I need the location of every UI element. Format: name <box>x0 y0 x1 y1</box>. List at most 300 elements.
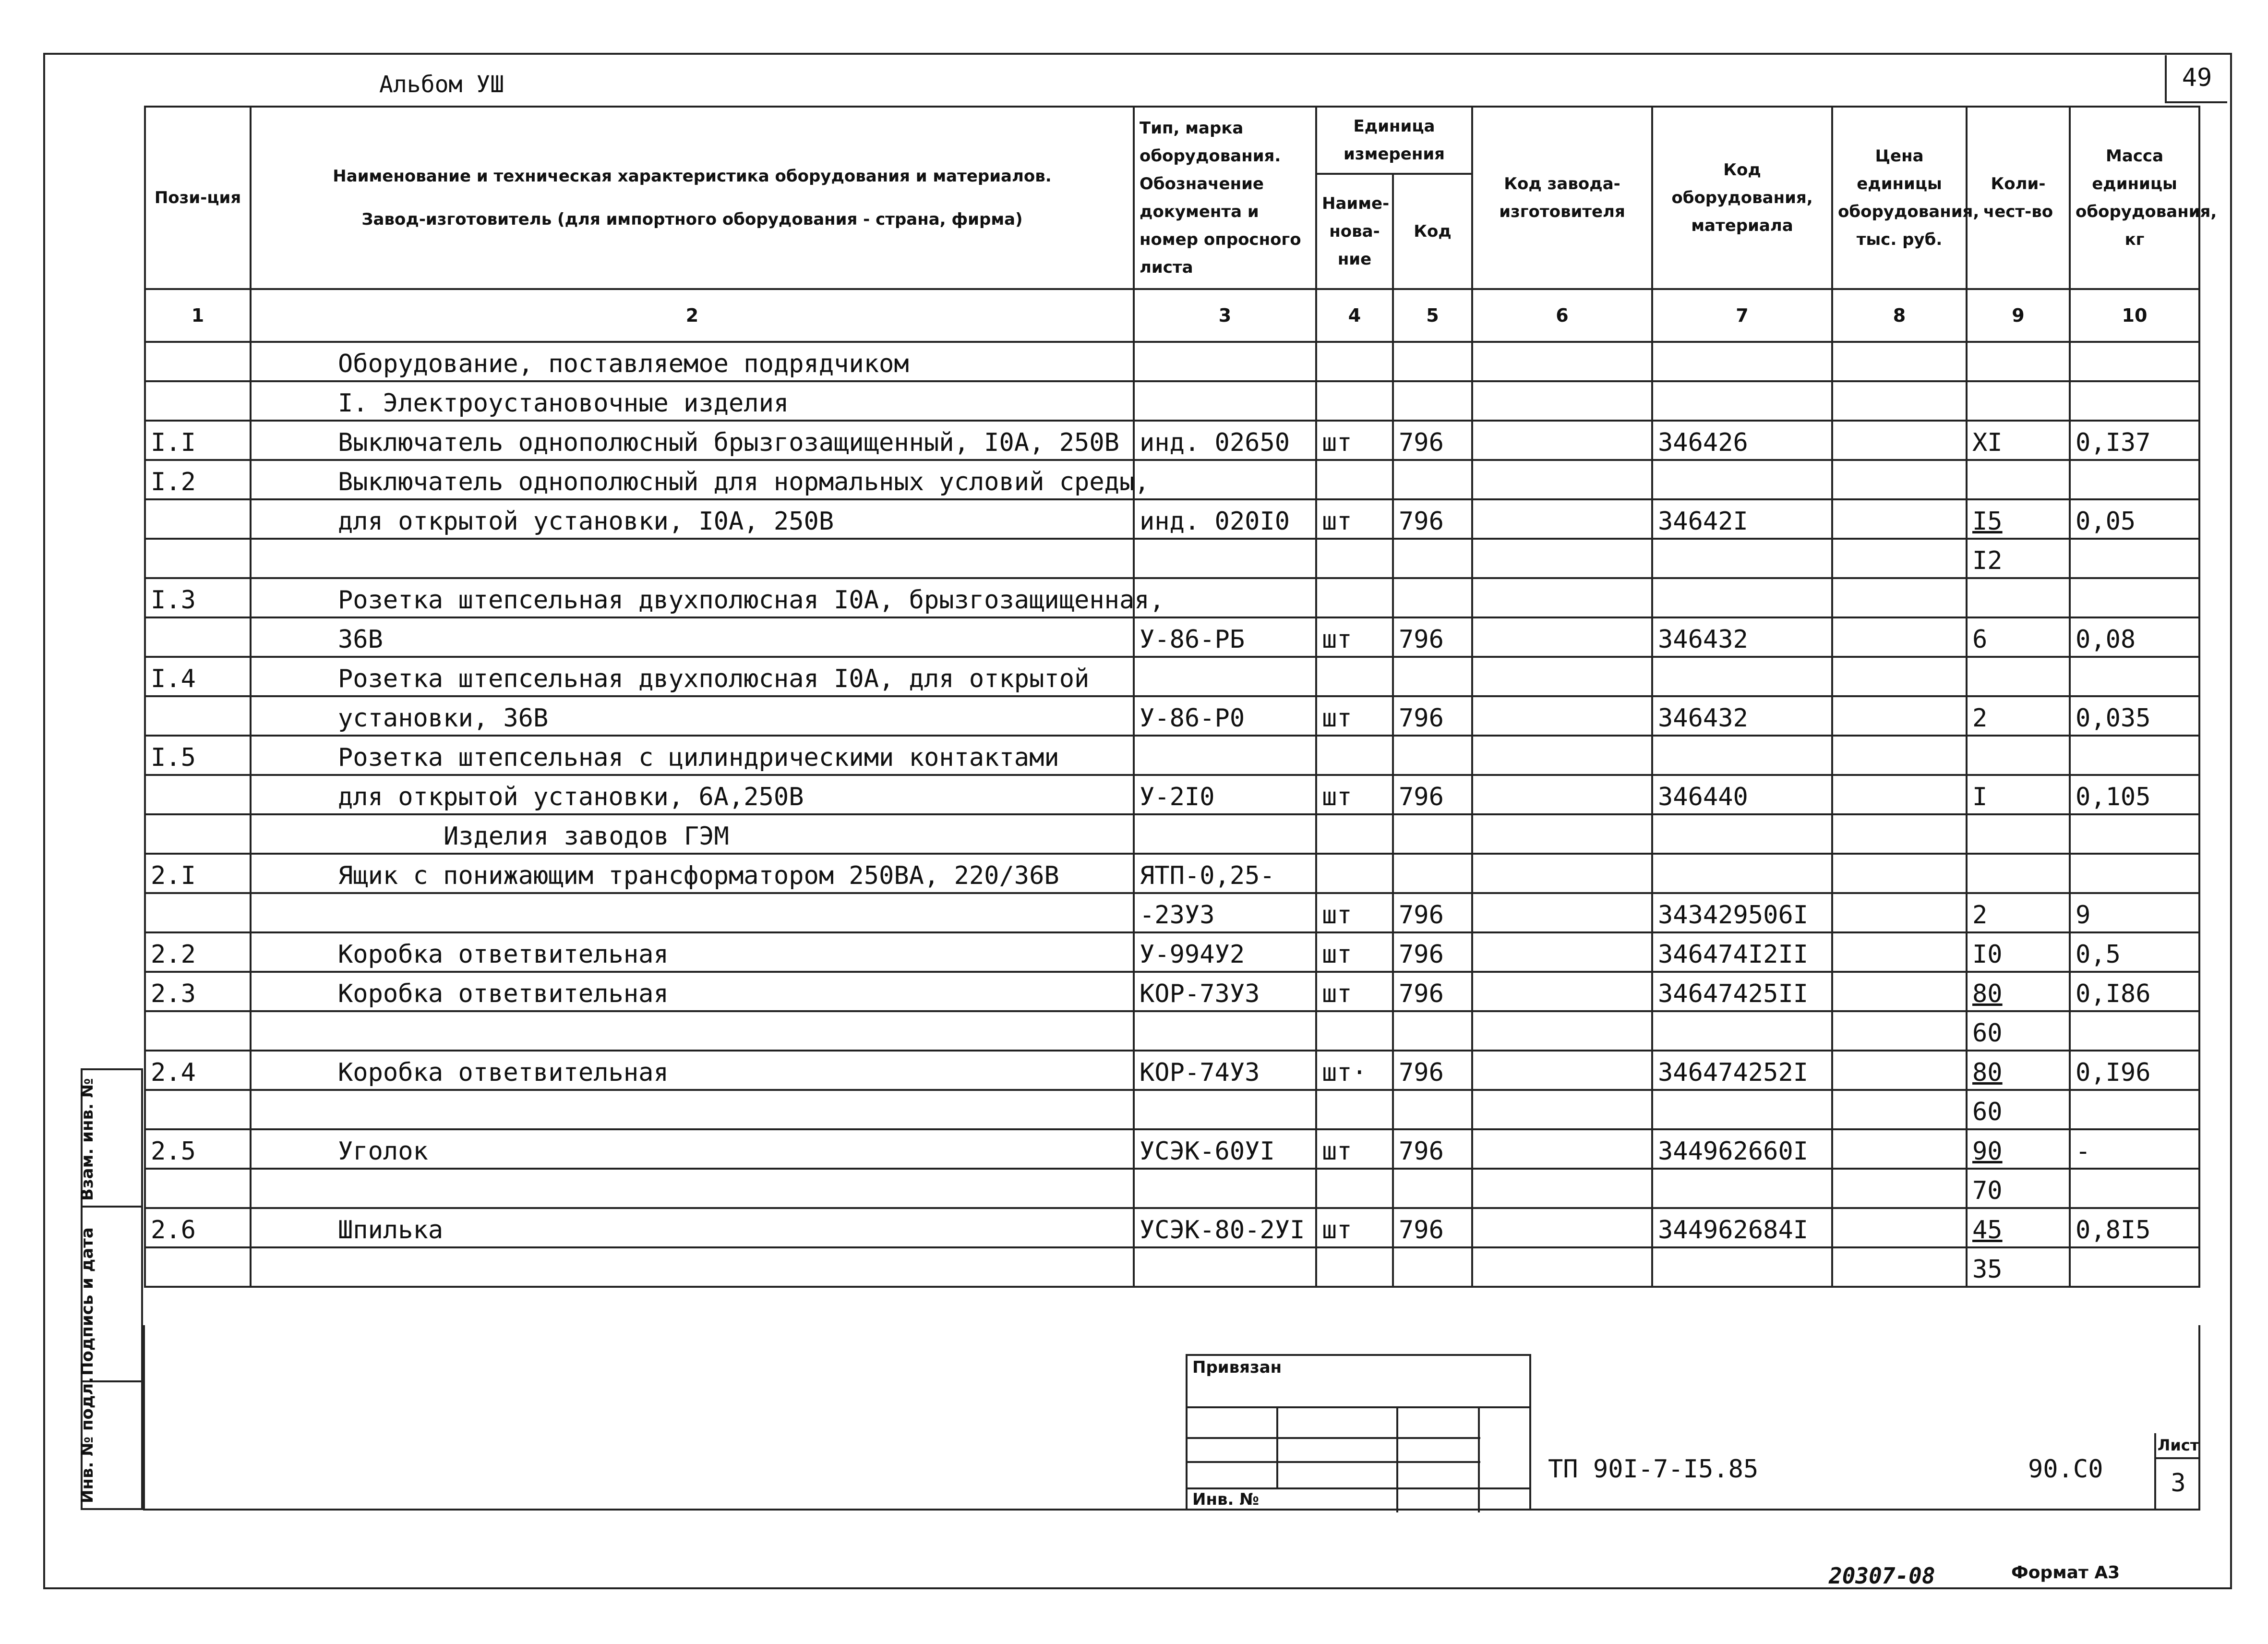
name-cell: 36B <box>251 617 1134 657</box>
header-name <box>251 107 1134 289</box>
factory-code-cell <box>1472 1247 1652 1287</box>
mass-cell: 0,5 <box>2070 932 2199 972</box>
table-row <box>145 1247 2199 1287</box>
price-cell <box>1832 342 1967 381</box>
unit-code-cell: 796 <box>1393 1051 1472 1090</box>
position-cell: 2.4 <box>145 1051 251 1090</box>
unit-name-cell: шт <box>1316 893 1393 932</box>
page-number: 49 <box>2182 63 2212 92</box>
equipment-code-cell: 346432 <box>1652 617 1832 657</box>
position-cell: I.5 <box>145 736 251 775</box>
name-cell <box>251 539 1134 578</box>
quantity-cell: I2 <box>1967 539 2070 578</box>
unit-code-cell: 796 <box>1393 617 1472 657</box>
equipment-code-cell: 34647425II <box>1652 972 1832 1011</box>
quantity-cell: 2 <box>1967 696 2070 736</box>
factory-code-cell <box>1472 696 1652 736</box>
position-cell <box>145 814 251 854</box>
type-cell <box>1134 1247 1316 1287</box>
unit-name-cell <box>1316 539 1393 578</box>
quantity-cell <box>1967 854 2070 893</box>
quantity-cell: 60 <box>1967 1011 2070 1051</box>
equipment-code-cell <box>1652 539 1832 578</box>
unit-code-cell: 796 <box>1393 775 1472 814</box>
price-cell <box>1832 578 1967 617</box>
price-cell <box>1832 893 1967 932</box>
quantity-cell: 6 <box>1967 617 2070 657</box>
position-cell: 2.6 <box>145 1208 251 1247</box>
price-cell <box>1832 1247 1967 1287</box>
side-stamp-inv-podl <box>78 1377 143 1510</box>
name-cell: Изделия заводов ГЭМ <box>251 814 1134 854</box>
quantity-cell: 80 <box>1967 1051 2070 1090</box>
equipment-code-cell <box>1652 460 1832 499</box>
name-cell <box>251 1011 1134 1051</box>
equipment-code-cell <box>1652 854 1832 893</box>
mass-cell: 0,8I5 <box>2070 1208 2199 1247</box>
unit-code-cell <box>1393 814 1472 854</box>
quantity-cell <box>1967 342 2070 381</box>
quantity-cell: I5 <box>1967 499 2070 539</box>
equipment-code-cell <box>1652 578 1832 617</box>
unit-name-cell: шт <box>1316 617 1393 657</box>
factory-code-cell <box>1472 1051 1652 1090</box>
unit-code-cell: 796 <box>1393 499 1472 539</box>
unit-name-cell <box>1316 814 1393 854</box>
type-cell: У-994У2 <box>1134 932 1316 972</box>
column-numbers-row <box>145 289 2199 342</box>
equipment-code-cell: 344962660I <box>1652 1129 1832 1169</box>
header-name-line1: Наименование и техническая характеристика оборудования и материалов. <box>333 167 1052 186</box>
name-cell: Розетка штепсельная двухполюсная I0A, брызгозащищенная, <box>251 578 1134 617</box>
position-cell: I.4 <box>145 657 251 696</box>
type-cell: инд. 02650 <box>1134 421 1316 460</box>
name-cell: Коробка ответвительная <box>251 972 1134 1011</box>
factory-code-cell <box>1472 460 1652 499</box>
factory-code-cell <box>1472 1090 1652 1129</box>
quantity-cell <box>1967 814 2070 854</box>
table-row <box>145 972 2199 1011</box>
equipment-code-cell: 344962684I <box>1652 1208 1832 1247</box>
side-label-inv-podl: Инв. № подл. <box>78 1377 97 1503</box>
factory-code-cell <box>1472 657 1652 696</box>
unit-code-cell: 796 <box>1393 1129 1472 1169</box>
header-unit: Единица измерения <box>1316 107 1472 174</box>
privyazan-grid <box>1188 1406 1529 1512</box>
position-cell: 2.2 <box>145 932 251 972</box>
equipment-code-cell: 34642I <box>1652 499 1832 539</box>
factory-code-cell <box>1472 617 1652 657</box>
unit-code-cell <box>1393 1169 1472 1208</box>
header-name-line2: Завод-изготовитель (для импортного оборудования - страна, фирма) <box>361 210 1023 229</box>
equipment-code-cell: 343429506I <box>1652 893 1832 932</box>
unit-code-cell <box>1393 1247 1472 1287</box>
type-cell <box>1134 1090 1316 1129</box>
table-row <box>145 617 2199 657</box>
archive-number: 20307-08 <box>1829 1563 1935 1589</box>
name-cell <box>251 893 1134 932</box>
sheet-label: Лист <box>2156 1433 2200 1459</box>
position-cell <box>145 775 251 814</box>
side-stamp-vzam <box>78 1068 143 1208</box>
header-row-1 <box>145 107 2199 174</box>
bottom-stamp <box>143 1325 2200 1511</box>
unit-code-cell <box>1393 381 1472 421</box>
position-cell: I.2 <box>145 460 251 499</box>
equipment-code-cell <box>1652 1090 1832 1129</box>
factory-code-cell <box>1472 775 1652 814</box>
price-cell <box>1832 1090 1967 1129</box>
factory-code-cell <box>1472 1011 1652 1051</box>
name-cell: Выключатель однополюсный брызгозащищенный, I0A, 250B <box>251 421 1134 460</box>
unit-code-cell <box>1393 539 1472 578</box>
position-cell <box>145 1011 251 1051</box>
price-cell <box>1832 657 1967 696</box>
mass-cell: 0,08 <box>2070 617 2199 657</box>
format-label: Формат А3 <box>2011 1563 2120 1583</box>
table-row <box>145 696 2199 736</box>
position-cell <box>145 499 251 539</box>
price-cell <box>1832 1129 1967 1169</box>
position-cell <box>145 1247 251 1287</box>
position-cell <box>145 539 251 578</box>
unit-name-cell: шт <box>1316 421 1393 460</box>
name-cell: Коробка ответвительная <box>251 932 1134 972</box>
unit-name-cell <box>1316 381 1393 421</box>
column-number: 4 <box>1316 289 1393 342</box>
type-cell <box>1134 342 1316 381</box>
mass-cell: 0,035 <box>2070 696 2199 736</box>
type-cell: КОР-73У3 <box>1134 972 1316 1011</box>
equipment-code-cell: 346440 <box>1652 775 1832 814</box>
header-price: Цена единицы оборудования, тыс. руб. <box>1832 107 1967 289</box>
factory-code-cell <box>1472 814 1652 854</box>
header-position: Пози-ция <box>145 107 251 289</box>
type-cell: -23У3 <box>1134 893 1316 932</box>
name-cell: Коробка ответвительная <box>251 1051 1134 1090</box>
table-row <box>145 499 2199 539</box>
sheet-number-box <box>2154 1433 2200 1511</box>
unit-code-cell <box>1393 657 1472 696</box>
position-cell <box>145 342 251 381</box>
column-number: 10 <box>2070 289 2199 342</box>
type-cell <box>1134 1169 1316 1208</box>
specification-table <box>144 106 2217 1292</box>
type-cell <box>1134 539 1316 578</box>
price-cell <box>1832 1169 1967 1208</box>
name-cell: Оборудование, поставляемое подрядчиком <box>251 342 1134 381</box>
equipment-code-cell: 346474I2II <box>1652 932 1832 972</box>
price-cell <box>1832 617 1967 657</box>
name-cell: для открытой установки, I0A, 250B <box>251 499 1134 539</box>
unit-name-cell <box>1316 460 1393 499</box>
column-number: 8 <box>1832 289 1967 342</box>
name-cell: Уголок <box>251 1129 1134 1169</box>
position-cell: 2.3 <box>145 972 251 1011</box>
unit-name-cell <box>1316 854 1393 893</box>
mass-cell <box>2070 814 2199 854</box>
mass-cell: - <box>2070 1129 2199 1169</box>
factory-code-cell <box>1472 854 1652 893</box>
header-unit-name: Наиме-нова-ние <box>1316 174 1393 289</box>
position-cell <box>145 381 251 421</box>
quantity-cell <box>1967 657 2070 696</box>
sheet-frame <box>144 106 2217 1517</box>
factory-code-cell <box>1472 578 1652 617</box>
header-equipment-code: Код оборудования, материала <box>1652 107 1832 289</box>
privyazan-block <box>1186 1354 1531 1511</box>
mass-cell <box>2070 381 2199 421</box>
factory-code-cell <box>1472 1169 1652 1208</box>
price-cell <box>1832 499 1967 539</box>
table-row <box>145 1090 2199 1129</box>
type-cell <box>1134 736 1316 775</box>
mass-cell: 0,I96 <box>2070 1051 2199 1090</box>
mass-cell <box>2070 854 2199 893</box>
mass-cell <box>2070 539 2199 578</box>
table-row <box>145 539 2199 578</box>
unit-code-cell <box>1393 460 1472 499</box>
column-number: 1 <box>145 289 251 342</box>
price-cell <box>1832 854 1967 893</box>
unit-code-cell: 796 <box>1393 932 1472 972</box>
factory-code-cell <box>1472 499 1652 539</box>
unit-name-cell <box>1316 578 1393 617</box>
name-cell: Шпилька <box>251 1208 1134 1247</box>
position-cell <box>145 1169 251 1208</box>
mass-cell <box>2070 1011 2199 1051</box>
unit-name-cell: шт <box>1316 1208 1393 1247</box>
quantity-cell <box>1967 460 2070 499</box>
unit-code-cell <box>1393 578 1472 617</box>
equipment-code-cell <box>1652 1011 1832 1051</box>
name-cell: Розетка штепсельная двухполюсная I0A, для открытой <box>251 657 1134 696</box>
table-row <box>145 1011 2199 1051</box>
type-cell: КОР-74У3 <box>1134 1051 1316 1090</box>
column-number: 3 <box>1134 289 1316 342</box>
quantity-cell: XI <box>1967 421 2070 460</box>
header-unit-code: Код <box>1393 174 1472 289</box>
mass-cell <box>2070 1247 2199 1287</box>
document-code: ТП 90I-7-I5.85 <box>1548 1455 1759 1484</box>
unit-name-cell: шт· <box>1316 1051 1393 1090</box>
table-row <box>145 1129 2199 1169</box>
price-cell <box>1832 460 1967 499</box>
price-cell <box>1832 775 1967 814</box>
type-cell <box>1134 460 1316 499</box>
unit-name-cell <box>1316 342 1393 381</box>
column-number: 2 <box>251 289 1134 342</box>
side-stamp-podpis <box>78 1206 143 1382</box>
type-cell <box>1134 1011 1316 1051</box>
spacer-row <box>145 1287 2199 1292</box>
table-row <box>145 1169 2199 1208</box>
quantity-cell <box>1967 736 2070 775</box>
name-cell: Выключатель однополюсный для нормальных условий среды, <box>251 460 1134 499</box>
unit-code-cell: 796 <box>1393 421 1472 460</box>
unit-name-cell <box>1316 657 1393 696</box>
mass-cell <box>2070 736 2199 775</box>
unit-code-cell <box>1393 1011 1472 1051</box>
type-cell: УСЭК-80-2УI <box>1134 1208 1316 1247</box>
unit-name-cell <box>1316 736 1393 775</box>
factory-code-cell <box>1472 342 1652 381</box>
unit-name-cell <box>1316 1090 1393 1129</box>
table-row <box>145 460 2199 499</box>
name-cell <box>251 1090 1134 1129</box>
unit-name-cell: шт <box>1316 1129 1393 1169</box>
factory-code-cell <box>1472 972 1652 1011</box>
equipment-code-cell <box>1652 736 1832 775</box>
header-mass: Масса единицы оборудования, кг <box>2070 107 2199 289</box>
price-cell <box>1832 381 1967 421</box>
header-factory-code: Код завода-изготовителя <box>1472 107 1652 289</box>
side-label-podpis: Подпись и дата <box>78 1227 97 1376</box>
name-cell <box>251 1169 1134 1208</box>
equipment-code-cell <box>1652 381 1832 421</box>
type-cell <box>1134 814 1316 854</box>
inv-no-label: Инв. № <box>1192 1490 1260 1509</box>
table-row <box>145 736 2199 775</box>
price-cell <box>1832 1208 1967 1247</box>
factory-code-cell <box>1472 539 1652 578</box>
equipment-code-cell <box>1652 342 1832 381</box>
unit-code-cell: 796 <box>1393 1208 1472 1247</box>
mass-cell <box>2070 342 2199 381</box>
page-number-box <box>2165 55 2227 103</box>
factory-code-cell <box>1472 421 1652 460</box>
price-cell <box>1832 1011 1967 1051</box>
factory-code-cell <box>1472 736 1652 775</box>
type-cell: инд. 020I0 <box>1134 499 1316 539</box>
equipment-code-cell <box>1652 1247 1832 1287</box>
table-row <box>145 1208 2199 1247</box>
unit-name-cell: шт <box>1316 972 1393 1011</box>
table-row <box>145 578 2199 617</box>
table-row <box>145 854 2199 893</box>
name-cell <box>251 1247 1134 1287</box>
table-row <box>145 893 2199 932</box>
mass-cell: 0,105 <box>2070 775 2199 814</box>
price-cell <box>1832 539 1967 578</box>
position-cell: I.I <box>145 421 251 460</box>
table-row <box>145 657 2199 696</box>
quantity-cell: 2 <box>1967 893 2070 932</box>
table-row <box>145 421 2199 460</box>
album-label: Альбом УШ <box>379 71 504 98</box>
equipment-code-cell <box>1652 814 1832 854</box>
unit-name-cell: шт <box>1316 696 1393 736</box>
column-number: 7 <box>1652 289 1832 342</box>
unit-name-cell <box>1316 1247 1393 1287</box>
position-cell: 2.5 <box>145 1129 251 1169</box>
price-cell <box>1832 421 1967 460</box>
unit-code-cell: 796 <box>1393 972 1472 1011</box>
equipment-code-cell: 346474252I <box>1652 1051 1832 1090</box>
table-row <box>145 775 2199 814</box>
quantity-cell: 80 <box>1967 972 2070 1011</box>
name-cell: Ящик с понижающим трансформатором 250BA, 220/36B <box>251 854 1134 893</box>
type-cell: У-86-РБ <box>1134 617 1316 657</box>
type-cell: У-2I0 <box>1134 775 1316 814</box>
price-cell <box>1832 736 1967 775</box>
quantity-cell <box>1967 381 2070 421</box>
unit-code-cell <box>1393 342 1472 381</box>
type-cell: УСЭК-60УI <box>1134 1129 1316 1169</box>
table-row <box>145 932 2199 972</box>
position-cell <box>145 617 251 657</box>
factory-code-cell <box>1472 932 1652 972</box>
quantity-cell: I <box>1967 775 2070 814</box>
privyazan-label: Привязан <box>1192 1358 1282 1377</box>
column-number: 5 <box>1393 289 1472 342</box>
table-row <box>145 814 2199 854</box>
position-cell: 2.I <box>145 854 251 893</box>
price-cell <box>1832 932 1967 972</box>
mass-cell <box>2070 578 2199 617</box>
mass-cell <box>2070 1090 2199 1129</box>
column-number: 9 <box>1967 289 2070 342</box>
position-cell <box>145 893 251 932</box>
price-cell <box>1832 696 1967 736</box>
factory-code-cell <box>1472 1208 1652 1247</box>
quantity-cell: I0 <box>1967 932 2070 972</box>
table-row <box>145 342 2199 381</box>
header-quantity: Коли-чест-во <box>1967 107 2070 289</box>
quantity-cell: 90 <box>1967 1129 2070 1169</box>
position-cell: I.3 <box>145 578 251 617</box>
position-cell <box>145 1090 251 1129</box>
equipment-code-cell: 346432 <box>1652 696 1832 736</box>
mass-cell <box>2070 1169 2199 1208</box>
mass-cell: 9 <box>2070 893 2199 932</box>
price-cell <box>1832 972 1967 1011</box>
quantity-cell <box>1967 578 2070 617</box>
equipment-code-cell: 346426 <box>1652 421 1832 460</box>
mass-cell: 0,I37 <box>2070 421 2199 460</box>
name-cell: установки, 36B <box>251 696 1134 736</box>
unit-name-cell <box>1316 1011 1393 1051</box>
unit-code-cell: 796 <box>1393 893 1472 932</box>
type-cell: У-86-Р0 <box>1134 696 1316 736</box>
table-row <box>145 381 2199 421</box>
table-row <box>145 1051 2199 1090</box>
name-cell: Розетка штепсельная с цилиндрическими контактами <box>251 736 1134 775</box>
document-suffix: 90.С0 <box>2028 1455 2103 1484</box>
unit-code-cell <box>1393 1090 1472 1129</box>
quantity-cell: 35 <box>1967 1247 2070 1287</box>
equipment-code-cell <box>1652 657 1832 696</box>
factory-code-cell <box>1472 381 1652 421</box>
quantity-cell: 70 <box>1967 1169 2070 1208</box>
unit-code-cell <box>1393 854 1472 893</box>
column-number: 6 <box>1472 289 1652 342</box>
type-cell <box>1134 657 1316 696</box>
mass-cell <box>2070 657 2199 696</box>
name-cell: I. Электроустановочные изделия <box>251 381 1134 421</box>
side-label-vzam: Взам. инв. № <box>78 1078 97 1201</box>
name-cell: для открытой установки, 6A,250B <box>251 775 1134 814</box>
unit-name-cell <box>1316 1169 1393 1208</box>
mass-cell <box>2070 460 2199 499</box>
unit-name-cell: шт <box>1316 775 1393 814</box>
quantity-cell: 45 <box>1967 1208 2070 1247</box>
price-cell <box>1832 814 1967 854</box>
unit-name-cell: шт <box>1316 932 1393 972</box>
mass-cell: 0,05 <box>2070 499 2199 539</box>
price-cell <box>1832 1051 1967 1090</box>
type-cell: ЯТП-0,25- <box>1134 854 1316 893</box>
